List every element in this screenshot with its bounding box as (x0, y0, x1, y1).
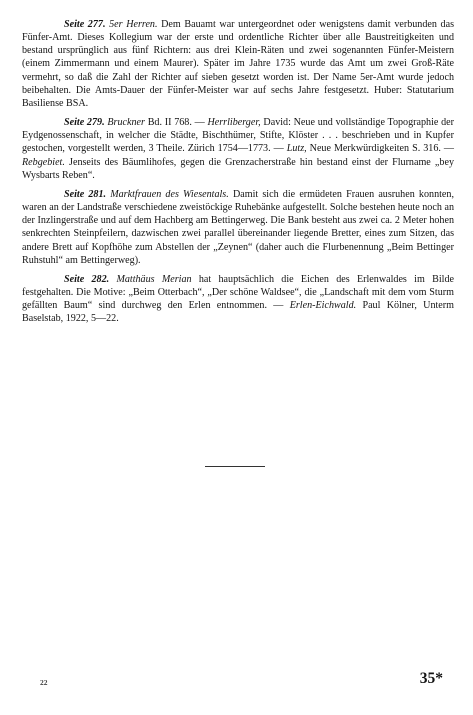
italic-term: Rebgebiet. (22, 156, 65, 168)
italic-term: Matthäus Merian (116, 273, 192, 285)
note-text: Jenseits des Bäumlihofes, gegen die Grenzacherstraße hin bestand einst der Flurname „bey Wysbarts Reben“. (22, 156, 454, 181)
page-reference: Seite 277. (64, 19, 106, 30)
note-text: Dem Bauamt war untergeordnet oder wenigstens damit verbunden das Fünfer-Amt. Dieses Kollegium war der erste und ordentliche Richter über alle Baustreitigkeiten und bestand ursprünglich aus fünf Richtern: aus drei Klein-Räten und zwei sogenannten Fünfer-Meistern (einem Zimmermann und einem Maurer). Später im Jahre 1735 wurde das Amt um zwei Groß-Räte vermehrt, so daß die Zahl der Richter auf sieben gesetzt worden ist. Der Name 5er-Amt wurde jedoch beibehalten. Die Amts-Dauer der Fünfer-Meister war auf sechs Jahre festgesetzt. Huber: Statutarium Basiliense BSA. (22, 19, 455, 109)
italic-term: Herrliberger, (207, 117, 261, 129)
signature-mark: 22 (40, 678, 48, 687)
note-text: Bd. II 768. — (144, 117, 208, 129)
section-divider (205, 466, 265, 467)
page-reference: Seite 282. (64, 273, 110, 285)
italic-term: Marktfrauen des Wiesentals. (110, 188, 229, 200)
italic-term: Bruckner (107, 117, 145, 129)
page-reference: Seite 279. (64, 117, 105, 129)
page-reference: Seite 281. (64, 188, 107, 200)
italic-term: Lutz, (286, 143, 307, 155)
note-text: hat hauptsächlich die Eichen des Erlenwaldes im Bilde festgehalten. Die Motive: „Beim Otterbach“, „Der schöne Waldsee“, die „Landschaft mit dem vom Sturm gefällten Baum“ sind durchweg den Erlen entnommen. — (22, 273, 454, 312)
notes-body (22, 18, 454, 331)
note-text: Damit sich die ermüdeten Frauen ausruhen konnten, waren an der Landstraße verschiedene zweistöckige Ruhebänke aufgestellt. Solche bestehen heute noch an der Inzlingerstraße und auf dem Hachberg am Bettingerweg. Die Bank besteht aus zwei ca. 2 Meter hohen senkrechten Steinpfeilern, dazwischen zwei parallel übereinander liegende Bretter, eines zum Sitzen, das andere Brett auf Kopfhöhe zum Abstellen der „Zeynen“ (daher auch die Flurbenennung „Beim Bettinger Ruhstuhl“ am Bettingerweg). (22, 188, 454, 266)
note-paragraph (22, 116, 454, 182)
page-number: 35* (419, 670, 443, 687)
note-paragraph (22, 18, 454, 110)
note-text: Neue Merkwürdigkeiten S. 316. — (306, 143, 454, 155)
italic-term: Erlen-Eichwald. (289, 300, 357, 312)
note-text: Paul Kölner, Unterm Baselstab, 1922, 5—22. (22, 300, 454, 325)
italic-term: 5er Herren. (109, 19, 158, 30)
note-text: David: Neue und vollständige Topographie der Eydgenossenschaft, in welcher die Städte, Bischthümer, Stifte, Klöster . . . beschrieben und in Kupfer gestochen, vorgestellt werden, 3 Theile. Zürich 1754—1773. — (22, 117, 455, 155)
note-paragraph (22, 273, 454, 326)
note-paragraph (22, 188, 454, 267)
